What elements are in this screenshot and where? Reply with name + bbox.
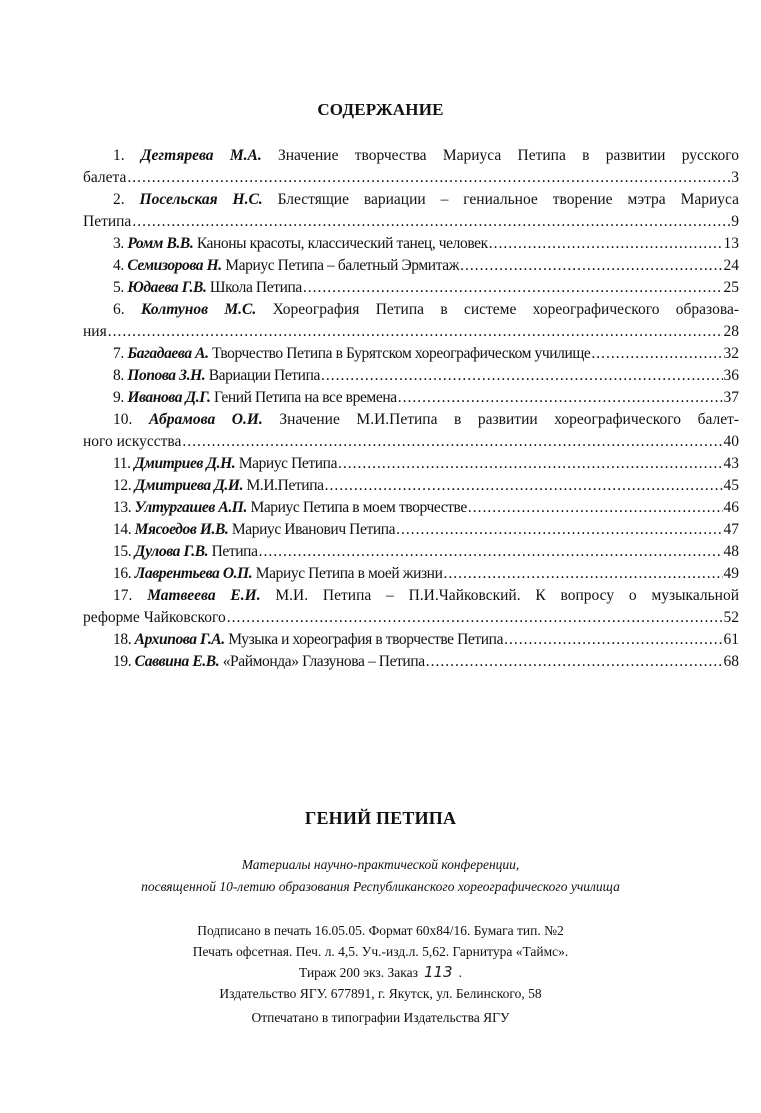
toc-entry-line — [83, 563, 739, 585]
imprint-line-4: Издательство ЯГУ. 677891, г. Якутск, ул. Белинского, 58 — [219, 986, 542, 1001]
toc-entry — [83, 585, 739, 629]
entry-author: Дегтярева М.А. — [140, 147, 262, 164]
imprint-line-2: Печать офсетная. Печ. л. 4,5. Уч.-изд.л. 5,62. Гарнитура «Таймс». — [192, 944, 569, 959]
toc-entry-line-1 — [83, 299, 739, 321]
toc-entry-line — [83, 497, 739, 519]
toc-entry-line — [83, 387, 739, 409]
entry-author: Колтунов М.С. — [140, 301, 257, 318]
entry-page: 52 — [723, 609, 739, 626]
toc-entry-line — [83, 277, 739, 299]
entry-title: Творчество Петипа в Бурятском хореографическом училище — [212, 345, 591, 362]
toc-entry-line-1 — [83, 189, 739, 211]
entry-lead — [113, 277, 302, 299]
leader-dots — [182, 431, 722, 453]
entry-title: М.И.Петипа — [246, 477, 324, 494]
toc-entry — [83, 255, 739, 277]
entry-number: 11. — [113, 455, 131, 472]
leader-dots — [259, 541, 723, 563]
imprint-line-5: Отпечатано в типографии Издательства ЯГУ — [251, 1010, 510, 1025]
entry-number: 14. — [113, 521, 132, 538]
table-of-contents — [83, 145, 739, 673]
leader-dots — [489, 233, 723, 255]
entry-page: 9 — [731, 213, 739, 230]
entry-number: 16. — [113, 565, 132, 582]
toc-entry-line — [83, 475, 739, 497]
imprint-line-1: Подписано в печать 16.05.05. Формат 60х84/16. Бумага тип. №2 — [197, 923, 564, 938]
entry-title: Мариус Петипа в моем творчестве — [250, 499, 467, 516]
toc-entry-line — [83, 343, 739, 365]
entry-number: 6. — [113, 301, 125, 318]
entry-lead — [113, 255, 459, 277]
entry-title: Петипа — [211, 543, 258, 560]
entry-page: 13 — [723, 235, 739, 252]
toc-entry-line — [83, 651, 739, 673]
entry-title: «Раймонда» Глазунова – Петипа — [222, 653, 425, 670]
toc-entry-line-2 — [83, 211, 739, 233]
toc-entry — [83, 365, 739, 387]
toc-entry — [83, 629, 739, 651]
entry-number: 19. — [113, 653, 132, 670]
entry-author: Ромм В.В. — [127, 235, 194, 252]
toc-entry-line-1 — [83, 145, 739, 167]
entry-author: Посельская Н.С. — [139, 191, 263, 208]
entry-title: Мариус Петипа – балетный Эрмитаж — [225, 257, 460, 274]
entry-title: Вариации Петипа — [208, 367, 320, 384]
toc-entry-line-1 — [83, 585, 739, 607]
order-number-handwritten: 113 — [423, 963, 453, 981]
leader-dots — [468, 497, 723, 519]
entry-title-continued: балета — [83, 169, 127, 186]
book-title: ГЕНИЙ ПЕТИПА — [304, 808, 457, 828]
leader-dots — [338, 453, 722, 475]
toc-entry — [83, 299, 739, 343]
entry-page: 37 — [723, 389, 739, 406]
entry-number: 17. — [113, 587, 133, 604]
toc-entry-line — [83, 255, 739, 277]
entry-lead — [113, 541, 258, 563]
entry-number: 18. — [113, 631, 132, 648]
entry-lead — [113, 519, 395, 541]
toc-entry — [83, 189, 739, 233]
entry-author: Дмитриев Д.Н. — [134, 455, 236, 472]
entry-lead — [113, 563, 442, 585]
entry-lead — [113, 497, 467, 519]
entry-author: Матвеева Е.И. — [147, 587, 261, 604]
entry-number: 8. — [113, 367, 124, 384]
leader-dots — [321, 365, 723, 387]
entry-title: Хореография Петипа в системе хореографического образова- — [272, 301, 739, 318]
toc-entry-line-2 — [83, 321, 739, 343]
toc-entry-line — [83, 541, 739, 563]
entry-title: Школа Петипа — [209, 279, 302, 296]
entry-author: Саввина Е.В. — [134, 653, 220, 670]
imprint — [0, 920, 761, 1028]
entry-lead — [113, 233, 488, 255]
entry-page: 49 — [723, 565, 739, 582]
leader-dots — [591, 343, 722, 365]
toc-entry — [83, 409, 739, 453]
toc-entry — [83, 277, 739, 299]
entry-title-continued: ния — [83, 323, 107, 340]
toc-entry — [83, 519, 739, 541]
toc-title: СОДЕРЖАНИЕ — [317, 100, 444, 119]
entry-page: 40 — [723, 433, 739, 450]
entry-page: 45 — [723, 477, 739, 494]
entry-lead — [113, 387, 397, 409]
entry-author: Абрамова О.И. — [148, 411, 263, 428]
toc-entry-line-2 — [83, 431, 739, 453]
entry-author: Ултургашев А.П. — [134, 499, 247, 516]
entry-author: Юдаева Г.В. — [127, 279, 207, 296]
entry-author: Иванова Д.Г. — [127, 389, 211, 406]
print-run: Тираж 200 экз. Заказ — [299, 965, 418, 980]
entry-title: М.И. Петипа – П.И.Чайковский. К вопросу о музыкальной — [275, 587, 740, 604]
entry-page: 48 — [723, 543, 739, 560]
toc-entry-line — [83, 519, 739, 541]
subtitle-line-2: посвященной 10-летию образования Республиканского хореографического училища — [141, 879, 620, 894]
leader-dots — [426, 651, 723, 673]
entry-page: 24 — [723, 257, 739, 274]
entry-title: Мариус Петипа в моей жизни — [255, 565, 443, 582]
entry-lead — [113, 365, 320, 387]
toc-entry-line — [83, 629, 739, 651]
entry-lead — [113, 651, 425, 673]
toc-entry-line-2 — [83, 607, 739, 629]
entry-number: 3. — [113, 235, 124, 252]
entry-number: 12. — [113, 477, 132, 494]
leader-dots — [303, 277, 723, 299]
entry-title-continued: Петипа — [83, 213, 132, 230]
entry-page: 28 — [723, 323, 739, 340]
entry-title: Блестящие вариации – гениальное творение мэтра Мариуса — [277, 191, 739, 208]
toc-entry — [83, 651, 739, 673]
leader-dots — [227, 607, 723, 629]
entry-page: 25 — [723, 279, 739, 296]
leader-dots — [132, 211, 730, 233]
entry-author: Дмитриева Д.И. — [134, 477, 244, 494]
toc-entry — [83, 563, 739, 585]
entry-author: Дулова Г.В. — [134, 543, 209, 560]
leader-dots — [443, 563, 722, 585]
toc-entry — [83, 541, 739, 563]
entry-title: Значение М.И.Петипа в развитии хореографического балет- — [279, 411, 740, 428]
leader-dots — [460, 255, 722, 277]
toc-entry — [83, 343, 739, 365]
entry-number: 5. — [113, 279, 124, 296]
toc-entry-line — [83, 233, 739, 255]
toc-entry-line-1 — [83, 409, 739, 431]
entry-page: 32 — [723, 345, 739, 362]
entry-number: 15. — [113, 543, 132, 560]
toc-entry — [83, 145, 739, 189]
toc-entry — [83, 387, 739, 409]
entry-title: Мариус Иванович Петипа — [231, 521, 396, 538]
entry-author: Багадаева А. — [127, 345, 209, 362]
entry-number: 7. — [113, 345, 124, 362]
entry-number: 9. — [113, 389, 124, 406]
entry-title: Гений Петипа на все времена — [213, 389, 397, 406]
leader-dots — [127, 167, 730, 189]
entry-lead — [113, 629, 503, 651]
entry-page: 68 — [723, 653, 739, 670]
entry-lead — [113, 475, 324, 497]
entry-number: 10. — [113, 411, 133, 428]
entry-title-continued: реформе Чайковского — [83, 609, 226, 626]
entry-number: 2. — [113, 191, 125, 208]
entry-author: Семизорова Н. — [127, 257, 222, 274]
entry-author: Архипова Г.А. — [134, 631, 225, 648]
entry-page: 46 — [723, 499, 739, 516]
entry-title: Каноны красоты, классический танец, человек — [196, 235, 488, 252]
entry-number: 1. — [113, 147, 125, 164]
toc-entry-line-2 — [83, 167, 739, 189]
entry-title-continued: ного искусства — [83, 433, 182, 450]
toc-entry — [83, 475, 739, 497]
entry-page: 36 — [723, 367, 739, 384]
entry-lead — [113, 453, 337, 475]
leader-dots — [396, 519, 722, 541]
subtitle-line-1: Материалы научно-практической конференции, — [241, 857, 520, 872]
entry-author: Мясоедов И.В. — [134, 521, 229, 538]
toc-entry — [83, 453, 739, 475]
toc-entry — [83, 233, 739, 255]
imprint-line-3 — [0, 962, 761, 983]
entry-page: 61 — [723, 631, 739, 648]
entry-page: 43 — [723, 455, 739, 472]
entry-page: 3 — [731, 169, 739, 186]
toc-entry — [83, 497, 739, 519]
leader-dots — [398, 387, 723, 409]
entry-author: Попова З.Н. — [127, 367, 206, 384]
entry-title: Значение творчества Мариуса Петипа в развитии русского — [278, 147, 740, 164]
leader-dots — [325, 475, 723, 497]
leader-dots — [504, 629, 722, 651]
entry-title: Мариус Петипа — [238, 455, 338, 472]
toc-entry-line — [83, 365, 739, 387]
entry-number: 13. — [113, 499, 132, 516]
entry-page: 47 — [723, 521, 739, 538]
toc-entry-line — [83, 453, 739, 475]
entry-author: Лаврентьева О.П. — [134, 565, 253, 582]
entry-lead — [113, 343, 590, 365]
leader-dots — [108, 321, 723, 343]
print-run-suffix: . — [458, 965, 462, 980]
entry-number: 4. — [113, 257, 124, 274]
entry-title: Музыка и хореография в творчестве Петипа — [228, 631, 504, 648]
